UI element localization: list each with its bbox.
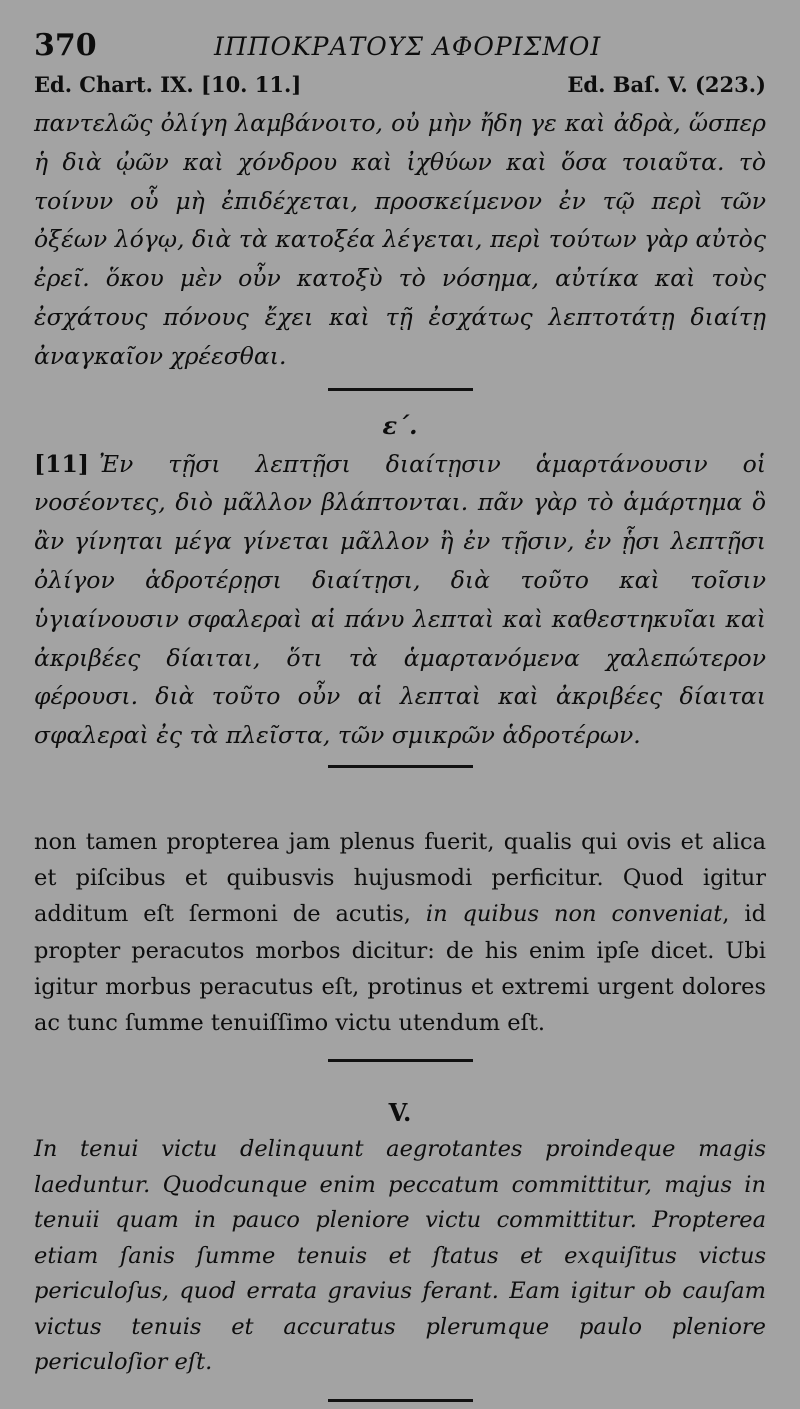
document-page bbox=[34, 28, 766, 1402]
running-title: ΙΠΠΟΚΡΑΤΟΥΣ ΑΦΟΡΙΣΜΟΙ bbox=[214, 32, 602, 61]
greek-section-number: ε΄. bbox=[382, 410, 418, 440]
latin-commentary-text-2: , id propter peracutos morbos dicitur: de his enim ipſe dicet. Ubi igitur morbus peracutus eſt, protinus et extremi urgent dolores ac tunc ſumme tenuiſſimo victu utendum eſt. bbox=[34, 901, 767, 1036]
section-divider bbox=[328, 1059, 473, 1062]
section-divider bbox=[328, 388, 473, 391]
latin-commentary-block bbox=[34, 824, 766, 1041]
edition-reference-line bbox=[34, 72, 766, 104]
latin-commentary-paragraph bbox=[34, 824, 766, 1041]
latin-aphorism-paragraph: In tenui victu delinquunt aegrotantes proindeque magis laeduntur. Quodcunque enim peccatum committitur, majus in tenuii quam in pauco pleniore victu committitur. Propterea etiam ſanis ſumme tenuis et ſtatus et exquiſitus victus periculoſus, quod errata gravius ferant. Eam igitur ob cauſam victus tenuis et accuratus plerumque paulo pleniore periculoſior eſt. bbox=[34, 1136, 766, 1376]
greek-commentary-block bbox=[34, 104, 766, 376]
section-divider bbox=[328, 765, 473, 768]
edition-reference-right: Ed. Baſ. V. (223.) bbox=[567, 72, 766, 97]
latin-section-number: V. bbox=[388, 1098, 412, 1128]
latin-aphorism-block bbox=[34, 1132, 766, 1381]
greek-commentary-paragraph: παντελῶς ὀλίγη λαμβάνοιτο, οὐ μὴν ἤδη γε καὶ ἀδρὰ, ὥσπερ ἡ διὰ ᾠῶν καὶ χόνδρου καὶ ἰχθύων καὶ ὅσα τοιαῦτα. τὸ τοίνυν οὗ μὴ ἐπιδέχεται, προσκείμενον ἐν τῷ περὶ τῶν ὀξέων λόγῳ, διὰ τὰ κατοξέα λέγεται, περὶ τούτων γὰρ αὐτὸς ἐρεῖ. ὅκου μὲν οὖν κατοξὺ τὸ νόσημα, αὐτίκα καὶ τοὺς ἐσχάτους πόνους ἔχει καὶ τῇ ἐσχάτως λεπτοτάτῃ διαίτῃ ἀναγκαῖον χρέεσθαι. bbox=[34, 109, 766, 370]
latin-commentary-italic: in quibus non conveniat bbox=[425, 901, 723, 928]
edition-reference-left: Ed. Chart. IX. [10. 11.] bbox=[34, 72, 302, 97]
greek-aphorism-paragraph bbox=[34, 445, 766, 755]
greek-aphorism-text: Ἐν τῇσι λεπτῇσι διαίτῃσιν ἁμαρτάνουσιν οἱ νοσέοντες, διὸ μᾶλλον βλάπτονται. πᾶν γὰρ τὸ ἁμάρτημα ὃ ἂν γίνηται μέγα γίνεται μᾶλλον ἢ ἐν τῇσιν, ἐν ᾗσι λεπτῇσι ὀλίγον ἁδροτέρῃσι διαίτῃσι, διὰ τοῦτο καὶ τοῖσιν ὑγιαίνουσιν σφαλεραὶ αἱ πάνυ λεπταὶ καὶ καθεστηκυῖαι καὶ ἀκριβέες δίαιται, ὅτι τὰ ἁμαρτανόμενα χαλεπώτερον φέρουσι. διὰ τοῦτο οὖν αἱ λεπταὶ καὶ ἀκριβέες δίαιται σφαλεραὶ ἐς τὰ πλεῖστα, τῶν σμικρῶν ἁδροτέρων. bbox=[34, 449, 766, 750]
page-header bbox=[34, 28, 766, 72]
page-number: 370 bbox=[34, 28, 97, 63]
latin-commentary-text-1: non tamen propterea jam plenus fuerit, qualis qui ovis et alica et piſcibus et quibusvis hujusmodi perficitur. Quod igitur additum eſt ſermoni de acutis, bbox=[34, 828, 766, 928]
aphorism-reference-label: [11] bbox=[34, 449, 89, 478]
section-divider bbox=[328, 1399, 473, 1402]
